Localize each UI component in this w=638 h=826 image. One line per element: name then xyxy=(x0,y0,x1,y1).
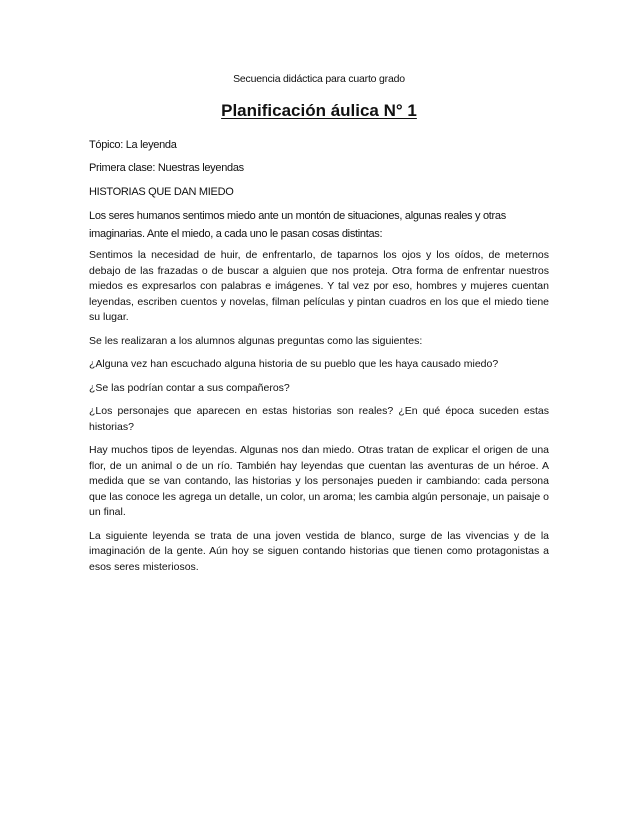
document-body xyxy=(89,136,549,583)
document-header: Secuencia didáctica para cuarto grado xyxy=(233,73,405,85)
question-1: ¿Alguna vez han escuchado alguna historia de su pueblo que les haya causado miedo? xyxy=(89,358,499,370)
page-title: Planificación áulica N° 1 xyxy=(221,101,417,120)
question-2: ¿Se las podrían contar a sus compañeros? xyxy=(89,381,290,394)
paragraph-legend-intro: La siguiente leyenda se trata de una joven vestida de blanco, surge de las vivencias y de la imaginación de la gente. Aún hoy se siguen contando historias que tienen como protagonistas a esos seres misteriosos. xyxy=(89,529,549,573)
question-3: ¿Los personajes que aparecen en estas historias son reales? ¿En qué época suceden estas historias? xyxy=(89,405,549,433)
paragraph-questions-intro: Se les realizaran a los alumnos algunas preguntas como las siguientes: xyxy=(89,334,423,347)
paragraph-legend-types: Hay muchos tipos de leyendas. Algunas nos dan miedo. Otras tratan de explicar el origen de una flor, de un animal o de un río. También hay leyendas que cuentan las aventuras de un héroe. A medida que se van contando, las historias y los personajes pueden ir cambiando: cada persona que las conoce les agrega un detalle, un color, un aroma; les cambia algún personaje, un paisaje o un final. xyxy=(89,444,549,518)
paragraph-intro: Los seres humanos sentimos miedo ante un montón de situaciones, algunas reales y otras imaginarias. Ante el miedo, a cada uno le pasan cosas distintas: xyxy=(89,210,506,240)
paragraph-fear-reactions: Sentimos la necesidad de huir, de enfrentarlo, de taparnos los ojos y los oídos, de meternos debajo de las frazadas o de buscar a alguien que nos proteja. Otra forma de enfrentar nuestros miedos es expresarlos con palabras e imágenes. Y tal vez por eso, hombres y mujeres cuentan leyendas, escriben cuentos y novelas, filman películas y pintan cuadros en los que el miedo tiene su lugar. xyxy=(89,249,549,323)
section-heading: HISTORIAS QUE DAN MIEDO xyxy=(89,186,234,198)
topic-line: Tópico: La leyenda xyxy=(89,139,177,151)
class-line: Primera clase: Nuestras leyendas xyxy=(89,162,244,174)
